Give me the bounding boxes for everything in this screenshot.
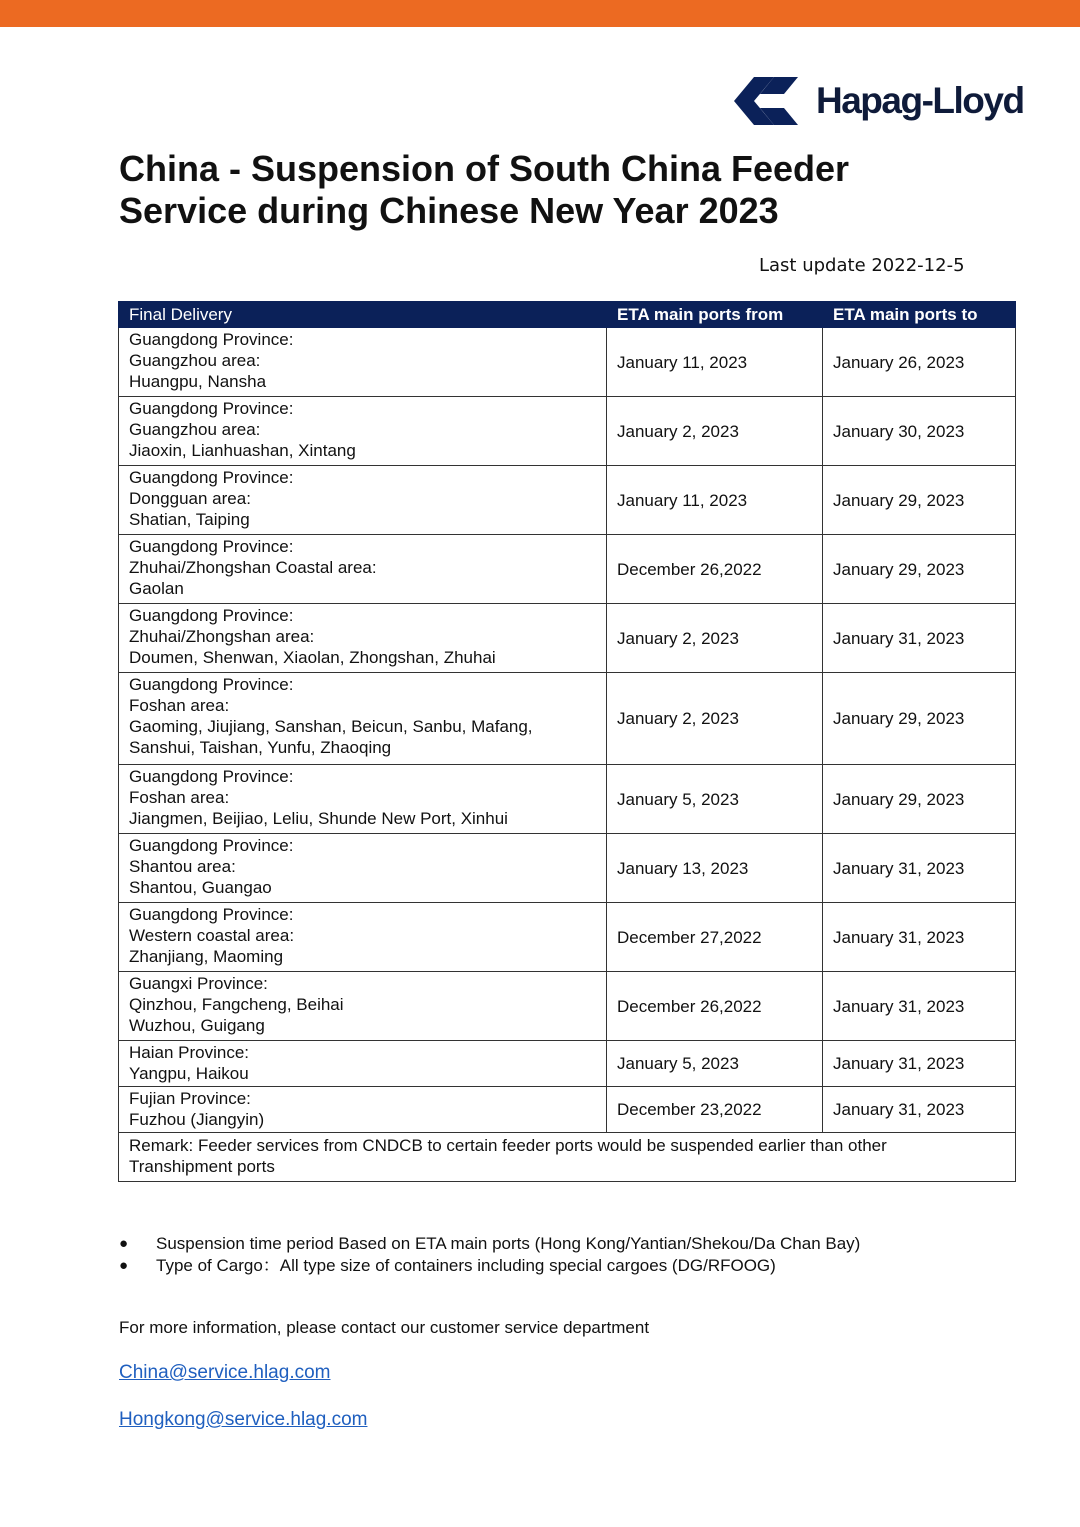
remark-row — [119, 1133, 1016, 1182]
location-line: Guangdong Province: — [129, 330, 294, 349]
eta-from-cell: December 26,2022 — [607, 972, 823, 1041]
final-delivery-cell — [119, 673, 607, 765]
top-accent-bar — [0, 0, 1080, 27]
final-delivery-cell — [119, 972, 607, 1041]
final-delivery-cell — [119, 466, 607, 535]
eta-from-cell: January 2, 2023 — [607, 604, 823, 673]
eta-to-cell: January 31, 2023 — [823, 604, 1016, 673]
contact-text: For more information, please contact our customer service department — [119, 1318, 650, 1337]
location-line: Foshan area: — [129, 788, 230, 807]
title-line: Service during Chinese New Year 2023 — [119, 190, 779, 231]
eta-to-cell: January 31, 2023 — [823, 972, 1016, 1041]
location-line: Zhanjiang, Maoming — [129, 947, 284, 966]
location-line: Guangdong Province: — [129, 767, 294, 786]
table-row — [119, 466, 1016, 535]
bullet-item: ● Type of Cargo：All type size of containers including special cargoes (DG/RFOOG) — [119, 1255, 899, 1276]
final-delivery-cell — [119, 328, 607, 397]
location-line: Foshan area: — [129, 696, 230, 715]
email-link-hongkong[interactable]: Hongkong@service.hlag.com — [119, 1409, 368, 1430]
final-delivery-cell — [119, 535, 607, 604]
hapag-lloyd-logo — [734, 74, 1034, 128]
final-delivery-cell — [119, 834, 607, 903]
location-line: Shatian, Taiping — [129, 510, 250, 529]
eta-from-cell: January 2, 2023 — [607, 673, 823, 765]
eta-to-cell: January 29, 2023 — [823, 535, 1016, 604]
eta-to-cell: January 30, 2023 — [823, 397, 1016, 466]
eta-to-cell: January 29, 2023 — [823, 673, 1016, 765]
eta-from-cell: December 23,2022 — [607, 1087, 823, 1133]
location-line: Shantou, Guangao — [129, 878, 272, 897]
eta-to-cell: January 29, 2023 — [823, 765, 1016, 834]
location-line: Jiangmen, Beijiao, Leliu, Shunde New Port, Xinhui — [129, 809, 508, 828]
location-line: Gaolan — [129, 579, 184, 598]
eta-from-cell: January 2, 2023 — [607, 397, 823, 466]
hapag-lloyd-logo-icon — [734, 77, 798, 125]
eta-from-cell: January 5, 2023 — [607, 765, 823, 834]
location-line: Guangdong Province: — [129, 468, 294, 487]
location-line: Fuzhou (Jiangyin) — [129, 1110, 265, 1129]
table-header-row — [119, 302, 1016, 328]
suspension-table — [118, 301, 1016, 1182]
header-eta-to: ETA main ports to — [823, 302, 1016, 328]
final-delivery-cell — [119, 903, 607, 972]
location-line: Gaoming, Jiujiang, Sanshan, Beicun, Sanbu, Mafang, — [129, 717, 533, 736]
eta-from-cell: January 5, 2023 — [607, 1041, 823, 1087]
location-line: Shantou area: — [129, 857, 236, 876]
location-line: Guangxi Province: — [129, 974, 268, 993]
table-row — [119, 328, 1016, 397]
bullet-item: ● Suspension time period Based on ETA main ports (Hong Kong/Yantian/Shekou/Da Chan Bay) — [119, 1233, 899, 1254]
table-row — [119, 1087, 1016, 1133]
eta-to-cell: January 31, 2023 — [823, 903, 1016, 972]
eta-to-cell: January 29, 2023 — [823, 466, 1016, 535]
final-delivery-cell — [119, 397, 607, 466]
eta-to-cell: January 31, 2023 — [823, 1087, 1016, 1133]
final-delivery-cell — [119, 604, 607, 673]
location-line: Huangpu, Nansha — [129, 372, 267, 391]
table-row — [119, 972, 1016, 1041]
table-row — [119, 673, 1016, 765]
location-line: Guangdong Province: — [129, 537, 294, 556]
logo-wordmark: Hapag-Lloyd — [816, 80, 1024, 121]
table-row — [119, 834, 1016, 903]
header-final-delivery: Final Delivery — [119, 302, 607, 328]
location-line: Guangzhou area: — [129, 351, 261, 370]
location-line: Guangdong Province: — [129, 675, 294, 694]
location-line: Yangpu, Haikou — [129, 1064, 249, 1083]
location-line: Qinzhou, Fangcheng, Beihai — [129, 995, 344, 1014]
location-line: Dongguan area: — [129, 489, 251, 508]
location-line: Haian Province: — [129, 1043, 250, 1062]
location-line: Guangdong Province: — [129, 606, 294, 625]
title-line: China - Suspension of South China Feeder — [119, 148, 850, 189]
eta-to-cell: January 26, 2023 — [823, 328, 1016, 397]
location-line: Guangdong Province: — [129, 836, 294, 855]
location-line: Western coastal area: — [129, 926, 295, 945]
header-eta-from: ETA main ports from — [607, 302, 823, 328]
final-delivery-cell — [119, 765, 607, 834]
final-delivery-cell — [119, 1041, 607, 1087]
eta-from-cell: December 26,2022 — [607, 535, 823, 604]
eta-to-cell: January 31, 2023 — [823, 834, 1016, 903]
eta-from-cell: January 11, 2023 — [607, 466, 823, 535]
table-row — [119, 604, 1016, 673]
table-row — [119, 765, 1016, 834]
email-link-china[interactable]: China@service.hlag.com — [119, 1362, 331, 1383]
last-update: Last update 2022-12-5 — [759, 255, 965, 276]
table-row — [119, 1041, 1016, 1087]
location-line: Guangdong Province: — [129, 399, 294, 418]
location-line: Doumen, Shenwan, Xiaolan, Zhongshan, Zhuhai — [129, 648, 496, 667]
eta-from-cell: January 11, 2023 — [607, 328, 823, 397]
location-line: Sanshui, Taishan, Yunfu, Zhaoqing — [129, 738, 392, 757]
final-delivery-cell — [119, 1087, 607, 1133]
location-line: Guangzhou area: — [129, 420, 261, 439]
eta-to-cell: January 31, 2023 — [823, 1041, 1016, 1087]
table-row — [119, 397, 1016, 466]
location-line: Guangdong Province: — [129, 905, 294, 924]
page-title — [119, 148, 979, 232]
table-row — [119, 903, 1016, 972]
remark-line: Remark: Feeder services from CNDCB to certain feeder ports would be suspended earlier than other — [129, 1136, 887, 1155]
remark-line: Transhipment ports — [129, 1157, 275, 1176]
table-row — [119, 535, 1016, 604]
location-line: Zhuhai/Zhongshan area: — [129, 627, 315, 646]
location-line: Fujian Province: — [129, 1089, 251, 1108]
location-line: Zhuhai/Zhongshan Coastal area: — [129, 558, 377, 577]
eta-from-cell: December 27,2022 — [607, 903, 823, 972]
remark-cell — [119, 1133, 1016, 1182]
eta-from-cell: January 13, 2023 — [607, 834, 823, 903]
location-line: Jiaoxin, Lianhuashan, Xintang — [129, 441, 356, 460]
location-line: Wuzhou, Guigang — [129, 1016, 265, 1035]
bullet-list — [119, 1233, 899, 1276]
